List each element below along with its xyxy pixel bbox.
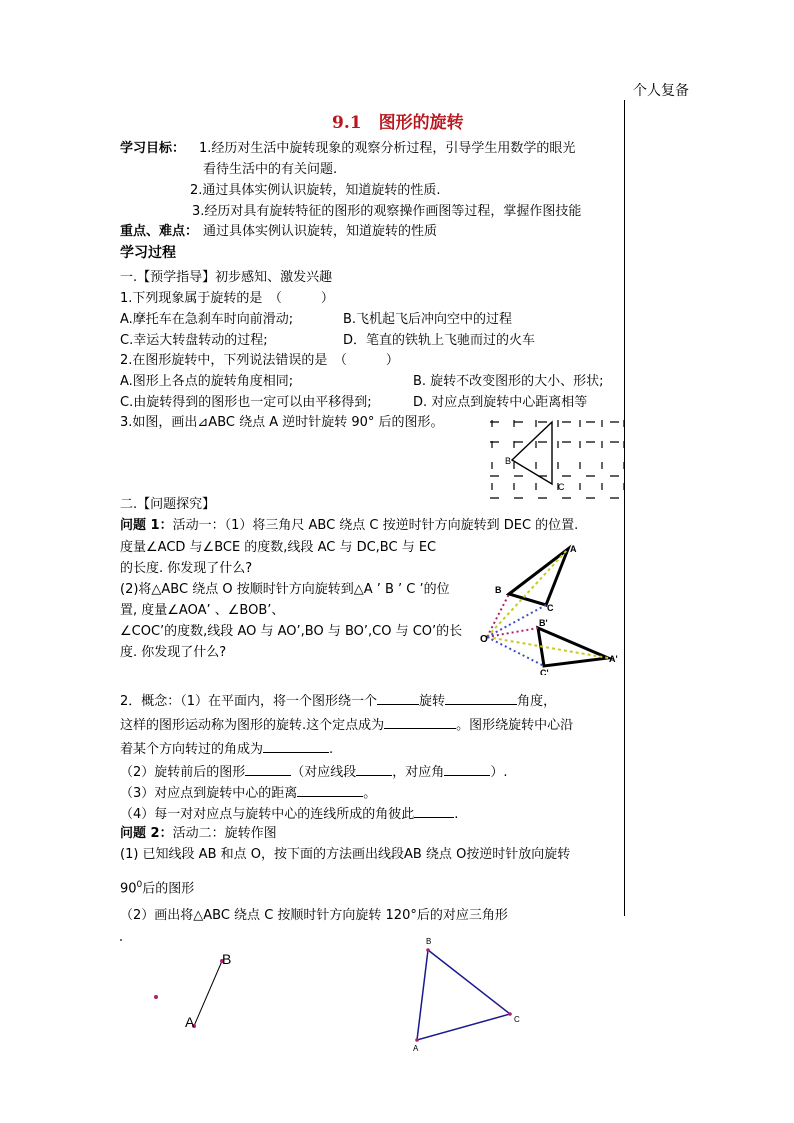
problem-2-label: 问题 2： — [120, 826, 173, 841]
concept-3a: （3）对应点到旋转中心的距离 — [120, 786, 298, 801]
rotation-figure — [480, 543, 626, 675]
q2-option-d: D. 对应点到旋转中心距离相等 — [413, 395, 588, 410]
blank — [245, 763, 291, 776]
objective-3: 3.经历对具有旋转特征的图形的观察操作画图等过程，掌握作图技能 — [192, 204, 582, 219]
concept-line-1a: 2．概念：（1）在平面内，将一个图形绕一个 — [120, 694, 378, 709]
problem-2-item-1-end: 后的图形 — [142, 881, 195, 897]
degree-superscript: 0 — [136, 880, 143, 890]
problem-2-item-2: （2）画出将△ABC 绕点 C 按顺时针方向旋转 120°后的对应三角形 — [120, 908, 508, 923]
page-title: 9.1 图形的旋转 — [332, 113, 464, 133]
fig-label-o: O — [480, 634, 488, 645]
question-1: 1.下列现象属于旋转的是 （ ） — [120, 291, 334, 306]
section-1-heading: 一.【预学指导】初步感知、激发兴趣 — [120, 270, 333, 285]
question-3: 3.如图，画出⊿ABC 绕点 A 逆时针旋转 90° 后的图形。 — [120, 415, 444, 430]
objective-1-line-2: 看待生活中的有关问题. — [203, 162, 338, 177]
q1-option-d: D．笔直的铁轨上飞驰而过的火车 — [343, 333, 536, 348]
problem-2-item-1: (1) 已知线段 AB 和点 O，按下面的方法画出线段AB 绕点 O按逆时针放向旋转 — [120, 847, 571, 862]
concept-4b: . — [454, 807, 459, 822]
triangle-label-a: A — [413, 1044, 419, 1053]
fig-label-a-prime: A' — [609, 654, 618, 664]
blank — [356, 763, 392, 776]
q1-option-c: C.幸运大转盘转动的过程; — [120, 333, 268, 348]
problem-1-line-2: 度量∠ACD 与∠BCE 的度数,线段 AC 与 DC,BC 与 EC — [120, 540, 437, 555]
fig-label-c-prime: C' — [540, 668, 549, 675]
problem-1-line-1: 活动一：（1）将三角尺 ABC 绕点 C 按逆时针方向旋转到 DEC 的位置. — [172, 518, 579, 533]
key-points-label: 重点、难点： — [120, 224, 199, 239]
blank — [444, 763, 490, 776]
fig-label-a: A — [570, 544, 577, 554]
concept-line-1c: 角度， — [517, 694, 557, 709]
problem-1-line-3: 的长度. 你发现了什么? — [120, 561, 253, 576]
blank — [377, 692, 419, 705]
concept-line-3b: . — [329, 742, 334, 757]
q1-option-b: B.飞机起飞后冲向空中的过程 — [343, 312, 513, 327]
segment-label-a: A — [185, 1014, 195, 1030]
problem-2-angle: 90 — [120, 881, 137, 897]
concept-line-1b: 旋转 — [419, 694, 446, 709]
q1-option-a: A.摩托车在急刹车时向前滑动; — [120, 312, 294, 327]
q2-option-a: A.图形上各点的旋转角度相同; — [120, 374, 294, 389]
concept-3b: 。 — [363, 786, 377, 801]
process-heading: 学习过程 — [120, 245, 176, 261]
problem-1-line-6: ∠COC’的度数,线段 AO 与 AO’,BO 与 BO’,CO 与 CO’的长 — [120, 624, 463, 639]
key-points-text: 通过具体实例认识旋转，知道旋转的性质 — [203, 224, 438, 239]
grid-label-c: C — [558, 482, 565, 492]
blank — [414, 805, 454, 818]
blank — [384, 716, 456, 729]
objective-2: 2.通过具体实例认识旋转，知道旋转的性质. — [190, 183, 441, 198]
concept-line-2a: 这样的图形运动称为图形的旋转.这个定点成为 — [120, 718, 385, 733]
concept-line-3a: 着某个方向转过的角成为 — [120, 742, 264, 757]
concept-4a: （4）每一对对应点与旋转中心的连线所成的角彼此 — [120, 807, 415, 822]
blank — [297, 784, 363, 797]
concept-line-2b: 。图形绕旋转中心沿 — [456, 718, 574, 733]
objectives-label: 学习目标： — [120, 141, 186, 156]
concept-2b: （对应线段 — [291, 765, 357, 780]
question-2: 2.在图形旋转中，下列说法错误的是 （ ） — [120, 353, 399, 368]
concept-2d: ）. — [490, 765, 508, 780]
concept-2a: （2）旋转前后的图形 — [120, 765, 246, 780]
triangle-abc-figure — [405, 935, 525, 1053]
concept-2c: ，对应角 — [392, 765, 445, 780]
section-2-heading: 二.【问题探究】 — [120, 497, 216, 512]
problem-1-line-7: 度. 你发现了什么? — [120, 645, 227, 660]
fig-label-b-prime: B' — [539, 618, 548, 628]
objective-1-line-1: 1.经历对生活中旋转现象的观察分析过程，引导学生用数学的眼光 — [199, 141, 576, 156]
triangle-label-b: B — [426, 937, 432, 946]
personal-review-note: 个人复备 — [633, 83, 689, 99]
problem-1-label: 问题 1： — [120, 518, 173, 533]
q2-option-c: C.由旋转得到的图形也一定可以由平移得到; — [120, 395, 372, 410]
margin-rule — [624, 100, 625, 916]
problem-1-line-4: (2)将△ABC 绕点 O 按顺时针方向旋转到△A ’ B ’ C ’的位 — [120, 582, 450, 597]
q2-option-b: B. 旋转不改变图形的大小、形状; — [413, 374, 604, 389]
problem-1-line-5: 置, 度量∠AOA’ 、∠BOB’、 — [120, 603, 285, 618]
triangle-label-c: C — [514, 1015, 520, 1024]
fig-label-c: C — [547, 603, 554, 613]
grid-triangle-figure — [488, 418, 626, 502]
segment-ab-figure — [118, 935, 248, 1035]
grid-label-b: B — [505, 456, 512, 466]
blank — [263, 740, 329, 753]
segment-label-b: B — [222, 951, 232, 967]
problem-2-text: 活动二：旋转作图 — [172, 826, 277, 841]
blank — [445, 692, 517, 705]
fig-label-b: B — [495, 585, 502, 595]
